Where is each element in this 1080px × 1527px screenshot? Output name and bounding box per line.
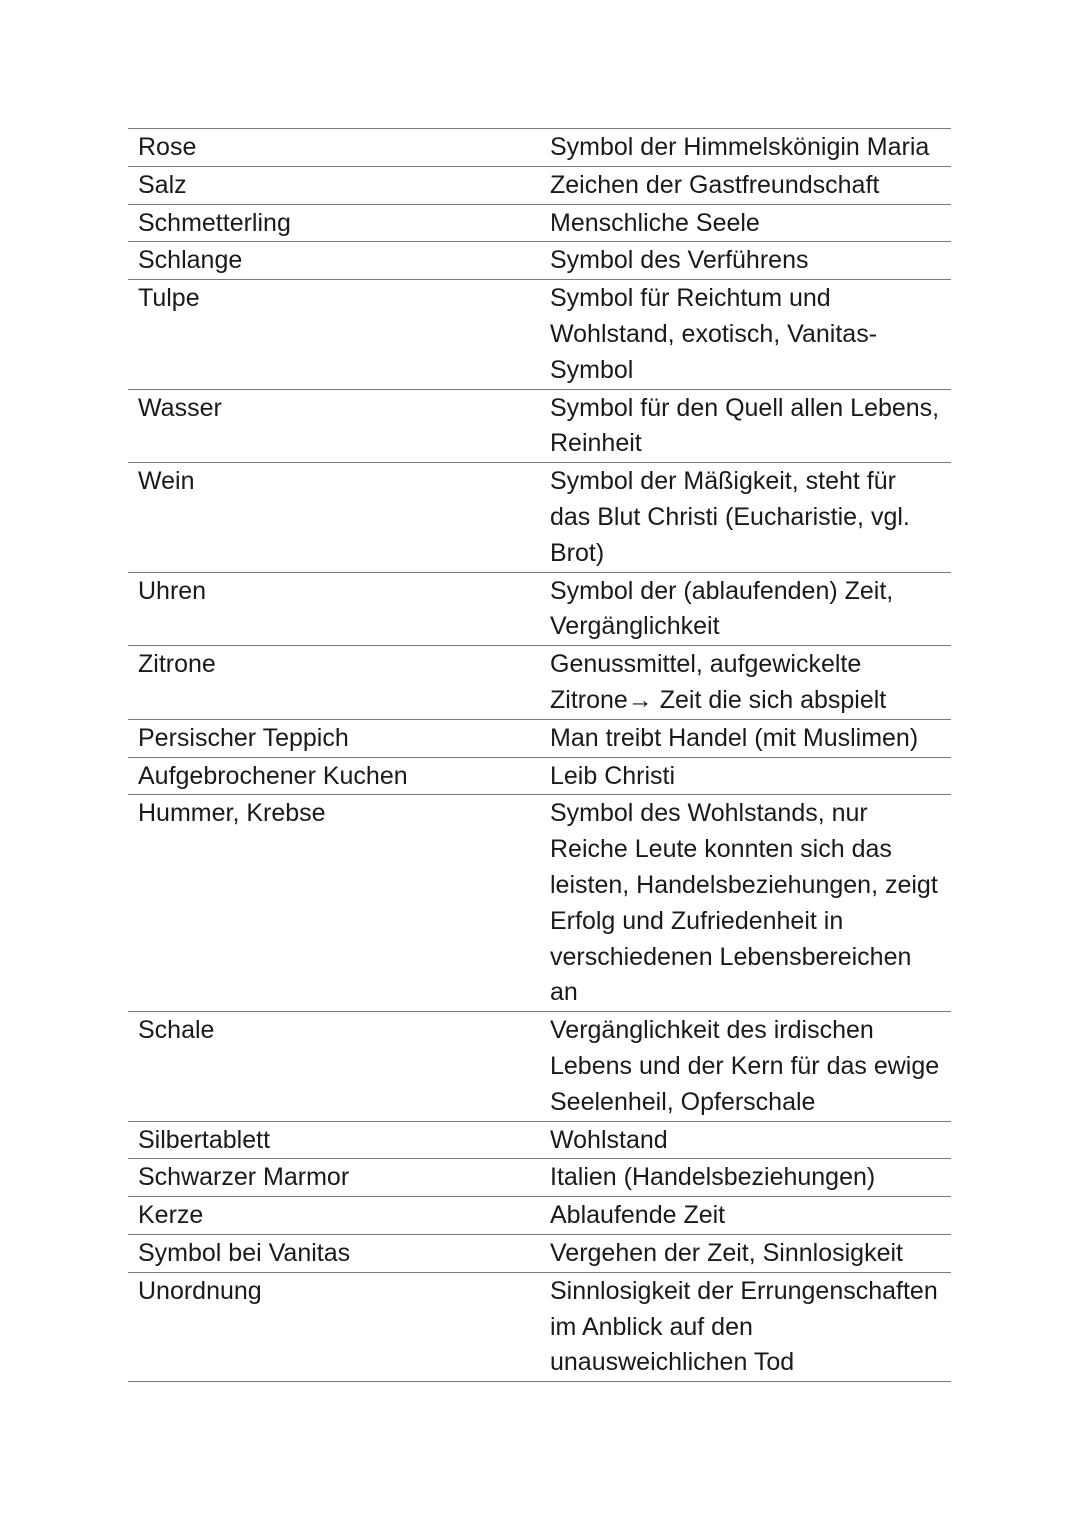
- symbol-meaning: Symbol der Mäßigkeit, steht für das Blut Christi (Eucharistie, vgl. Brot): [539, 463, 951, 572]
- symbol-term: Schlange: [128, 242, 539, 280]
- table-row: [128, 280, 951, 389]
- symbol-term: Uhren: [128, 572, 539, 646]
- table-row: [128, 166, 951, 204]
- symbol-meaning: Symbol des Verführens: [539, 242, 951, 280]
- symbol-term: Symbol bei Vanitas: [128, 1234, 539, 1272]
- symbol-meaning: Symbol für Reichtum und Wohlstand, exotisch, Vanitas-Symbol: [539, 280, 951, 389]
- symbol-meaning: Vergänglichkeit des irdischen Lebens und der Kern für das ewige Seelenheil, Opferschale: [539, 1012, 951, 1121]
- table-row: [128, 463, 951, 572]
- table-row: [128, 242, 951, 280]
- table-row: [128, 646, 951, 720]
- table-row: [128, 1234, 951, 1272]
- symbol-term: Silbertablett: [128, 1121, 539, 1159]
- table-row: [128, 204, 951, 242]
- table-row: [128, 1012, 951, 1121]
- symbol-meaning: Symbol der Himmelskönigin Maria: [539, 129, 951, 167]
- symbol-term: Kerze: [128, 1197, 539, 1235]
- symbol-meaning: Menschliche Seele: [539, 204, 951, 242]
- symbol-term: Persischer Teppich: [128, 719, 539, 757]
- symbol-meaning: Zeichen der Gastfreundschaft: [539, 166, 951, 204]
- symbol-meaning: Vergehen der Zeit, Sinnlosigkeit: [539, 1234, 951, 1272]
- table-row: [128, 757, 951, 795]
- symbol-table-body: [128, 129, 951, 1382]
- table-row: [128, 129, 951, 167]
- symbol-meaning: Leib Christi: [539, 757, 951, 795]
- symbol-meaning: Symbol der (ablaufenden) Zeit, Vergänglichkeit: [539, 572, 951, 646]
- symbol-term: Tulpe: [128, 280, 539, 389]
- symbol-meaning: Symbol des Wohlstands, nur Reiche Leute konnten sich das leisten, Handelsbeziehungen, zeigt Erfolg und Zufriedenheit in verschiedenen Lebensbereichen an: [539, 795, 951, 1012]
- symbol-meaning: Wohlstand: [539, 1121, 951, 1159]
- symbol-term: Schmetterling: [128, 204, 539, 242]
- symbol-meaning: Man treibt Handel (mit Muslimen): [539, 719, 951, 757]
- symbol-meaning: Symbol für den Quell allen Lebens, Reinheit: [539, 389, 951, 463]
- symbol-term: Schwarzer Marmor: [128, 1159, 539, 1197]
- symbol-meaning: Italien (Handelsbeziehungen): [539, 1159, 951, 1197]
- table-row: [128, 1197, 951, 1235]
- symbol-term: Schale: [128, 1012, 539, 1121]
- table-row: [128, 389, 951, 463]
- symbol-term: Hummer, Krebse: [128, 795, 539, 1012]
- table-row: [128, 572, 951, 646]
- symbol-meaning: Ablaufende Zeit: [539, 1197, 951, 1235]
- table-row: [128, 719, 951, 757]
- symbol-term: Rose: [128, 129, 539, 167]
- table-row: [128, 1272, 951, 1381]
- table-row: [128, 1159, 951, 1197]
- symbol-term: Wein: [128, 463, 539, 572]
- symbol-meaning: Genussmittel, aufgewickelte Zitrone→ Zeit die sich abspielt: [539, 646, 951, 720]
- table-row: [128, 1121, 951, 1159]
- symbol-term: Aufgebrochener Kuchen: [128, 757, 539, 795]
- symbol-meaning: Sinnlosigkeit der Errungenschaften im Anblick auf den unausweichlichen Tod: [539, 1272, 951, 1381]
- table-row: [128, 795, 951, 1012]
- symbol-term: Unordnung: [128, 1272, 539, 1381]
- symbol-table: [128, 128, 951, 1382]
- symbol-term: Wasser: [128, 389, 539, 463]
- symbol-term: Salz: [128, 166, 539, 204]
- symbol-term: Zitrone: [128, 646, 539, 720]
